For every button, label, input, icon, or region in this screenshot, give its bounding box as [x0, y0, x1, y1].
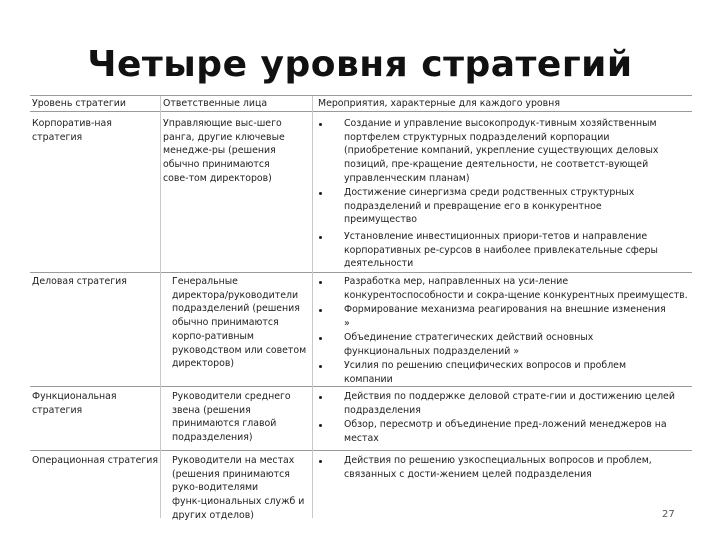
cell-activity: Формирование механизма реагирования на внешние изменения » — [344, 304, 666, 329]
cell-activity: Усилия по решению специфических вопросов и проблем компании — [344, 360, 627, 385]
bullet-icon — [319, 337, 322, 340]
cell-activity: Разработка мер, направленных на уси-ление конкурентоспособности и сокра-щение конкурентных преимуществ. — [344, 276, 688, 301]
cell-level: Деловая стратегия — [32, 276, 127, 287]
cell-responsible: Генеральные директора/руководители подразделений (решения обычно принимаются корпо-ративным руководством или советом директоров) — [172, 276, 307, 370]
column-divider — [160, 96, 161, 518]
cell-activity: Создание и управление высокопродук-тивным хозяйственным портфелем структурных подразделений корпорации (приобретение компаний, укрепление существующих деловых позиций, пре-кращение деятельности, не соответст-вующей управленческим планам) — [344, 118, 659, 184]
cell-level: Операционная стратегия — [32, 455, 159, 466]
header-responsible: Ответственные лица — [163, 98, 268, 109]
bullet-icon — [319, 365, 322, 368]
bullet-icon — [319, 123, 322, 126]
bullet-icon — [319, 236, 322, 239]
row-divider — [30, 450, 692, 451]
column-divider — [312, 96, 313, 518]
cell-activity: Действия по поддержке деловой страте-гии и достижению целей подразделения — [344, 391, 675, 416]
bullet-icon — [319, 460, 322, 463]
cell-responsible: Управляющие выс-шего ранга, другие ключевые менедже-ры (решения обычно принимаются сове-том директоров) — [163, 118, 285, 184]
cell-activity: Действия по решению узкоспециальных вопросов и проблем, связанных с дости-жением целей подразделения — [344, 455, 652, 480]
cell-activity: Обзор, пересмотр и объединение пред-ложений менеджеров на местах — [344, 419, 667, 444]
cell-level: Корпоратив-ная стратегия — [32, 118, 112, 143]
table-top-border — [30, 95, 692, 96]
header-activities: Мероприятия, характерные для каждого уровня — [318, 98, 560, 109]
cell-level: Функциональная стратегия — [32, 391, 117, 416]
header-level: Уровень стратегии — [32, 98, 126, 109]
cell-activity: Объединение стратегических действий основных функциональных подразделений » — [344, 332, 594, 357]
row-divider — [30, 272, 692, 273]
cell-responsible: Руководители среднего звена (решения принимаются главой подразделения) — [172, 391, 291, 444]
header-divider — [30, 111, 692, 112]
slide-title: Четыре уровня стратегий — [87, 44, 633, 85]
cell-activity: Достижение синергизма среди родственных структурных подразделений и превращение его в конкурентное преимущество — [344, 187, 635, 226]
bullet-icon — [319, 281, 322, 284]
page-number: 27 — [662, 509, 675, 520]
cell-activity: Установление инвестиционных приори-тетов и направление корпоративных ре-сурсов в наиболее привлекательные сферы деятельности — [344, 231, 658, 270]
bullet-icon — [319, 309, 322, 312]
cell-responsible: Руководители на местах (решения принимаются руко-водителями функ-циональных служб и других отделов) — [172, 455, 305, 521]
bullet-icon — [319, 424, 322, 427]
bullet-icon — [319, 396, 322, 399]
bullet-icon — [319, 192, 322, 195]
